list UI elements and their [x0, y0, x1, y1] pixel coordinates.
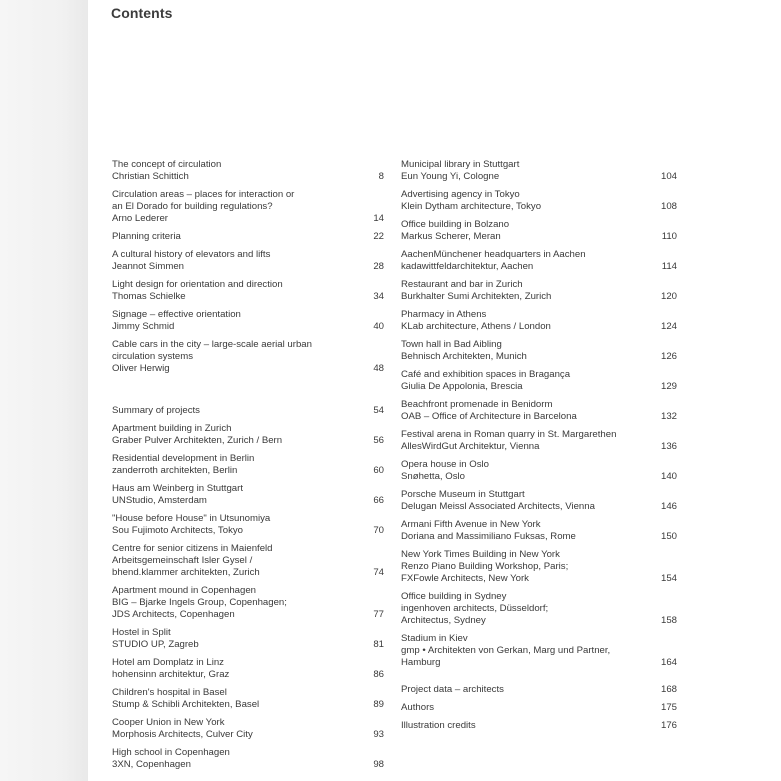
toc-entry-subtitle: AllesWirdGut Architektur, Vienna: [401, 441, 540, 452]
toc-entry[interactable]: [112, 543, 384, 579]
toc-entry-subtitle: Giulia De Appolonia, Brescia: [401, 381, 523, 392]
toc-entry[interactable]: [401, 399, 677, 423]
toc-entry-subtitle: Arno Lederer: [112, 213, 168, 224]
toc-entry-subtitle: Delugan Meissl Associated Architects, Vienna: [401, 501, 595, 512]
toc-page-number: 81: [373, 639, 384, 650]
toc-entry-title: AachenMünchener headquarters in Aachen: [401, 249, 586, 260]
toc-entry-title: Advertising agency in Tokyo: [401, 189, 520, 200]
toc-page-number: 60: [373, 465, 384, 476]
toc-entry-title: Authors: [401, 702, 435, 713]
toc-entry-title: Children's hospital in Basel: [112, 687, 227, 698]
toc-page-number: 150: [660, 531, 677, 542]
toc-entry-title: Opera house in Oslo: [401, 459, 489, 470]
toc-entry[interactable]: [112, 279, 384, 303]
toc-entry-subtitle: JDS Architects, Copenhagen: [112, 609, 235, 620]
toc-entry[interactable]: [401, 459, 677, 483]
toc-entry[interactable]: [112, 231, 384, 243]
toc-entry-title: Haus am Weinberg in Stuttgart: [112, 483, 244, 494]
toc-entry-subtitle: Markus Scherer, Meran: [401, 231, 501, 242]
toc-entry-subtitle: Doriana and Massimiliano Fuksas, Rome: [401, 531, 576, 542]
toc-entry-subtitle: Snøhetta, Oslo: [401, 471, 465, 482]
toc-entry-title: Festival arena in Roman quarry in St. Margarethen: [401, 429, 617, 440]
toc-page-number: 168: [660, 684, 677, 695]
toc-entry[interactable]: [401, 519, 677, 543]
toc-entry-subtitle: gmp • Architekten von Gerkan, Marg und Partner,: [401, 645, 611, 656]
toc-entry-subtitle: an El Dorado for building regulations?: [112, 201, 273, 212]
toc-page-number: 70: [373, 525, 384, 536]
toc-entry-title: Town hall in Bad Aibling: [401, 339, 502, 350]
toc-page-number: 34: [373, 291, 384, 302]
toc-entry-subtitle: Thomas Schielke: [112, 291, 186, 302]
toc-page-number: 132: [660, 411, 677, 422]
toc-entry-subtitle: Sou Fujimoto Architects, Tokyo: [112, 525, 243, 536]
toc-entry-title: "House before House" in Utsunomiya: [112, 513, 271, 524]
toc-entry[interactable]: [401, 369, 677, 393]
toc-entry-subtitle: UNStudio, Amsterdam: [112, 495, 207, 506]
toc-page-number: 164: [660, 657, 677, 668]
toc-entry[interactable]: [401, 279, 677, 303]
toc-entry-title: Beachfront promenade in Benidorm: [401, 399, 553, 410]
toc-page-number: 126: [660, 351, 677, 362]
toc-entry[interactable]: [401, 489, 677, 513]
toc-entry-subtitle: zanderroth architekten, Berlin: [112, 465, 238, 476]
toc-entry-title: Project data – architects: [401, 684, 504, 695]
toc-entry-title: Cooper Union in New York: [112, 717, 225, 728]
toc-entry[interactable]: [401, 549, 677, 585]
toc-entry[interactable]: [112, 627, 384, 651]
toc-entry-subtitle: circulation systems: [112, 351, 194, 362]
toc-page-number: 114: [661, 261, 677, 272]
toc-entry-subtitle: ingenhoven architects, Düsseldorf;: [401, 603, 549, 614]
toc-column-left: [112, 159, 384, 777]
toc-page-number: 154: [660, 573, 677, 584]
toc-entry-title: Armani Fifth Avenue in New York: [401, 519, 541, 530]
toc-entry[interactable]: [112, 339, 384, 375]
toc-page-number: 54: [373, 405, 384, 416]
toc-entry[interactable]: [112, 513, 384, 537]
toc-page-number: 66: [373, 495, 384, 506]
toc-page-number: 124: [660, 321, 677, 332]
toc-entry[interactable]: [401, 189, 677, 213]
toc-entry[interactable]: [112, 249, 384, 273]
toc-page-number: 22: [373, 231, 384, 242]
section-gap: [401, 675, 677, 684]
toc-entry-title: New York Times Building in New York: [401, 549, 560, 560]
toc-entry-title: Stadium in Kiev: [401, 633, 468, 644]
toc-page-number: 110: [661, 231, 677, 242]
toc-entry-subtitle: Architectus, Sydney: [401, 615, 486, 626]
page-gutter: [0, 0, 88, 781]
toc-page-number: 77: [373, 609, 384, 620]
toc-entry-subtitle: Behnisch Architekten, Munich: [401, 351, 527, 362]
toc-page-number: 86: [373, 669, 384, 680]
toc-page-number: 98: [373, 759, 384, 770]
toc-entry-title: Summary of projects: [112, 405, 200, 416]
toc-page-number: 40: [373, 321, 384, 332]
toc-entry-title: Municipal library in Stuttgart: [401, 159, 520, 170]
toc-entry[interactable]: [401, 591, 677, 627]
toc-entry-subtitle: Christian Schittich: [112, 171, 189, 182]
toc-entry-title: Office building in Sydney: [401, 591, 507, 602]
toc-entry-title: Planning criteria: [112, 231, 181, 242]
toc-entry-title: Hotel am Domplatz in Linz: [112, 657, 224, 668]
toc-entry[interactable]: [112, 453, 384, 477]
toc-page-number: 120: [660, 291, 677, 302]
toc-page-number: 93: [373, 729, 384, 740]
toc-entry[interactable]: [112, 717, 384, 741]
toc-entry[interactable]: [401, 720, 677, 732]
toc-entry-subtitle: Eun Young Yi, Cologne: [401, 171, 500, 182]
toc-entry-subtitle: Jeannot Simmen: [112, 261, 184, 272]
toc-entry[interactable]: [112, 159, 384, 183]
toc-entry[interactable]: [401, 429, 677, 453]
toc-entry-subtitle: KLab architecture, Athens / London: [401, 321, 551, 332]
toc-entry-title: Circulation areas – places for interaction or: [112, 189, 295, 200]
toc-entry[interactable]: [401, 249, 677, 273]
page-title: Contents: [111, 5, 173, 21]
toc-entry-title: Restaurant and bar in Zurich: [401, 279, 523, 290]
toc-entry[interactable]: [112, 747, 384, 771]
toc-page-number: 14: [373, 213, 384, 224]
toc-entry[interactable]: [401, 684, 677, 696]
toc-entry-title: High school in Copenhagen: [112, 747, 230, 758]
toc-entry[interactable]: [112, 687, 384, 711]
toc-entry-title: Illustration credits: [401, 720, 476, 731]
toc-page-number: 176: [660, 720, 677, 731]
toc-entry-subtitle: Graber Pulver Architekten, Zurich / Bern: [112, 435, 283, 446]
toc-entry-title: Café and exhibition spaces in Bragança: [401, 369, 571, 380]
toc-page-number: 56: [373, 435, 384, 446]
toc-entry-title: A cultural history of elevators and lifts: [112, 249, 271, 260]
toc-entry-title: Office building in Bolzano: [401, 219, 510, 230]
toc-entry-title: Hostel in Split: [112, 627, 171, 638]
toc-entry[interactable]: [401, 702, 677, 714]
toc-entry-subtitle: STUDIO UP, Zagreb: [112, 639, 199, 650]
toc-entry-subtitle: BIG – Bjarke Ingels Group, Copenhagen;: [112, 597, 287, 608]
toc-page-number: 104: [660, 171, 677, 182]
toc-entry-subtitle: Arbeitsgemeinschaft Isler Gysel /: [112, 555, 253, 566]
toc-entry[interactable]: [112, 483, 384, 507]
toc-page-number: 74: [373, 567, 384, 578]
toc-page-number: 175: [660, 702, 677, 713]
toc-entry[interactable]: [112, 309, 384, 333]
toc-entry-title: Apartment mound in Copenhagen: [112, 585, 257, 596]
toc-entry-subtitle: Renzo Piano Building Workshop, Paris;: [401, 561, 569, 572]
toc-entry[interactable]: [112, 657, 384, 681]
toc-entry[interactable]: [112, 405, 384, 417]
toc-entry-subtitle: Stump & Schibli Architekten, Basel: [112, 699, 260, 710]
toc-entry-title: Centre for senior citizens in Maienfeld: [112, 543, 273, 554]
toc-column-right: [401, 159, 677, 738]
toc-entry-subtitle: kadawittfeldarchitektur, Aachen: [401, 261, 534, 272]
toc-page-number: 158: [660, 615, 677, 626]
toc-page-number: 146: [660, 501, 677, 512]
toc-page-number: 89: [373, 699, 384, 710]
toc-entry[interactable]: [401, 633, 677, 669]
toc-entry-title: The concept of circulation: [112, 159, 222, 170]
toc-page-number: 108: [660, 201, 677, 212]
toc-entry-title: Signage – effective orientation: [112, 309, 241, 320]
toc-entry-title: Residential development in Berlin: [112, 453, 255, 464]
toc-entry-subtitle: hohensinn architektur, Graz: [112, 669, 230, 680]
toc-entry-title: Pharmacy in Athens: [401, 309, 487, 320]
toc-entry-title: Apartment building in Zurich: [112, 423, 232, 434]
toc-entry-subtitle: Burkhalter Sumi Architekten, Zurich: [401, 291, 552, 302]
toc-entry-subtitle: Oliver Herwig: [112, 363, 170, 374]
toc-entry-subtitle: Jimmy Schmid: [112, 321, 175, 332]
toc-entry-subtitle: Klein Dytham architecture, Tokyo: [401, 201, 542, 212]
toc-entry[interactable]: [401, 159, 677, 183]
toc-page-number: 48: [373, 363, 384, 374]
toc-page-number: 136: [660, 441, 677, 452]
toc-entry-subtitle: 3XN, Copenhagen: [112, 759, 191, 770]
toc-entry[interactable]: [401, 219, 677, 243]
toc-entry-title: Porsche Museum in Stuttgart: [401, 489, 525, 500]
toc-entry-subtitle: OAB – Office of Architecture in Barcelona: [401, 411, 577, 422]
toc-entry-title: Light design for orientation and direction: [112, 279, 283, 290]
toc-entry-subtitle: bhend.klammer architekten, Zurich: [112, 567, 260, 578]
toc-entry-title: Cable cars in the city – large-scale aerial urban: [112, 339, 312, 350]
toc-entry[interactable]: [112, 585, 384, 621]
toc-page-number: 28: [373, 261, 384, 272]
toc-entry-subtitle: Morphosis Architects, Culver City: [112, 729, 253, 740]
toc-entry[interactable]: [112, 189, 384, 225]
toc-entry[interactable]: [401, 309, 677, 333]
toc-entry[interactable]: [401, 339, 677, 363]
toc-entry[interactable]: [112, 423, 384, 447]
toc-page-number: 129: [660, 381, 677, 392]
toc-entry-subtitle: Hamburg: [401, 657, 441, 668]
toc-entry-subtitle: FXFowle Architects, New York: [401, 573, 529, 584]
section-gap: [112, 381, 384, 405]
toc-page-number: 140: [660, 471, 677, 482]
toc-page-number: 8: [378, 171, 384, 182]
